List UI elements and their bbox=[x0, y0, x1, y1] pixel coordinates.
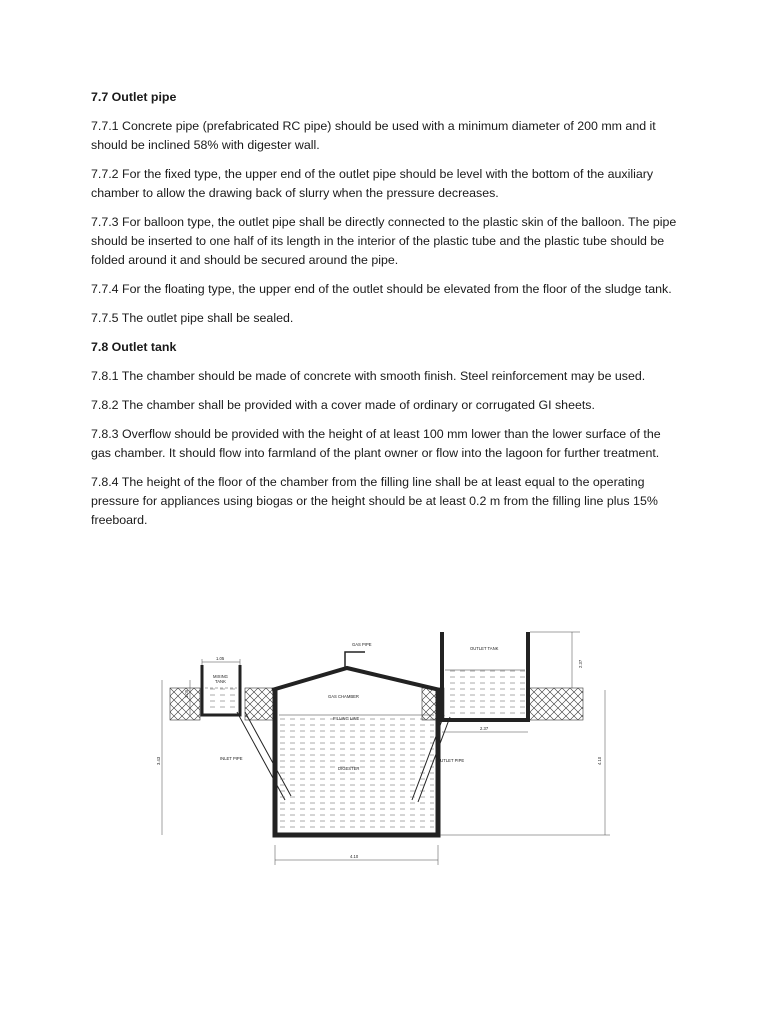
paragraph-7-7-4: 7.7.4 For the floating type, the upper end of the outlet should be elevated from the floor of the sludge tank. bbox=[91, 282, 672, 296]
ground-right bbox=[528, 688, 583, 720]
label-filling-line: FILLING LINE bbox=[333, 716, 360, 721]
section-heading-outlet-pipe: 7.7 Outlet pipe bbox=[91, 90, 177, 104]
section-heading-outlet-tank: 7.8 Outlet tank bbox=[91, 340, 177, 354]
paragraph-7-7-2: 7.7.2 For the fixed type, the upper end of the outlet pipe should be level with the bottom of the auxiliary chamber to allow the drawing back of slurry when the pressure decreases. bbox=[91, 167, 654, 200]
gas-pipe bbox=[345, 642, 372, 670]
digester bbox=[272, 668, 440, 835]
label-mixing: MIXING bbox=[213, 674, 228, 679]
paragraph-7-7-1: 7.7.1 Concrete pipe (prefabricated RC pipe) should be used with a minimum diameter of 200 mm and it should be inclined 58% with digester wall. bbox=[91, 119, 656, 152]
ground-mid-left bbox=[245, 688, 275, 720]
dim-left-height: 3.43 bbox=[156, 756, 161, 765]
label-digester: DIGESTER bbox=[338, 766, 360, 771]
label-outlet-pipe: OUTLET PIPE bbox=[437, 758, 465, 763]
biogas-plant-diagram bbox=[150, 620, 610, 875]
dim-right-height: 4.10 bbox=[597, 756, 602, 765]
paragraph-7-8-4: 7.8.4 The height of the floor of the chamber from the filling line shall be at least equal to the operating pressure for appliances using biogas or the height should be at least 0.2 m from the filling line plus 15% freeboard. bbox=[91, 475, 658, 527]
label-gas-pipe: GAS PIPE bbox=[352, 642, 372, 647]
document-page bbox=[91, 88, 681, 540]
paragraph-7-8-1: 7.8.1 The chamber should be made of concrete with smooth finish. Steel reinforcement may be used. bbox=[91, 369, 646, 383]
label-outlet-tank: OUTLET TANK bbox=[470, 646, 499, 651]
paragraph-7-8-2: 7.8.2 The chamber shall be provided with a cover made of ordinary or corrugated GI sheets. bbox=[91, 398, 595, 412]
dim-bottom-width: 4.10 bbox=[350, 854, 359, 859]
label-tank: TANK bbox=[215, 679, 226, 684]
dim-outlet-width: 2.37 bbox=[480, 726, 489, 731]
dim-mixing-height: 1.05 bbox=[184, 689, 189, 698]
paragraph-7-8-3: 7.8.3 Overflow should be provided with the height of at least 100 mm lower than the lower surface of the gas chamber. It should flow into farmland of the plant owner or flow into the lagoon for further treatment. bbox=[91, 427, 661, 460]
label-inlet-pipe: INLET PIPE bbox=[220, 756, 243, 761]
paragraph-7-7-3: 7.7.3 For balloon type, the outlet pipe shall be directly connected to the plastic skin of the balloon. The pipe should be inserted to one half of its length in the interior of the plastic tube and the plastic tube should be folded around it and should be secured around the pipe. bbox=[91, 215, 677, 267]
label-gas-chamber: GAS CHAMBER bbox=[328, 694, 359, 699]
dim-mixing-width: 1.05 bbox=[216, 656, 225, 661]
diagram-svg bbox=[150, 620, 610, 875]
dim-outlet-height: 2.37 bbox=[578, 659, 583, 668]
paragraph-7-7-5: 7.7.5 The outlet pipe shall be sealed. bbox=[91, 311, 294, 325]
